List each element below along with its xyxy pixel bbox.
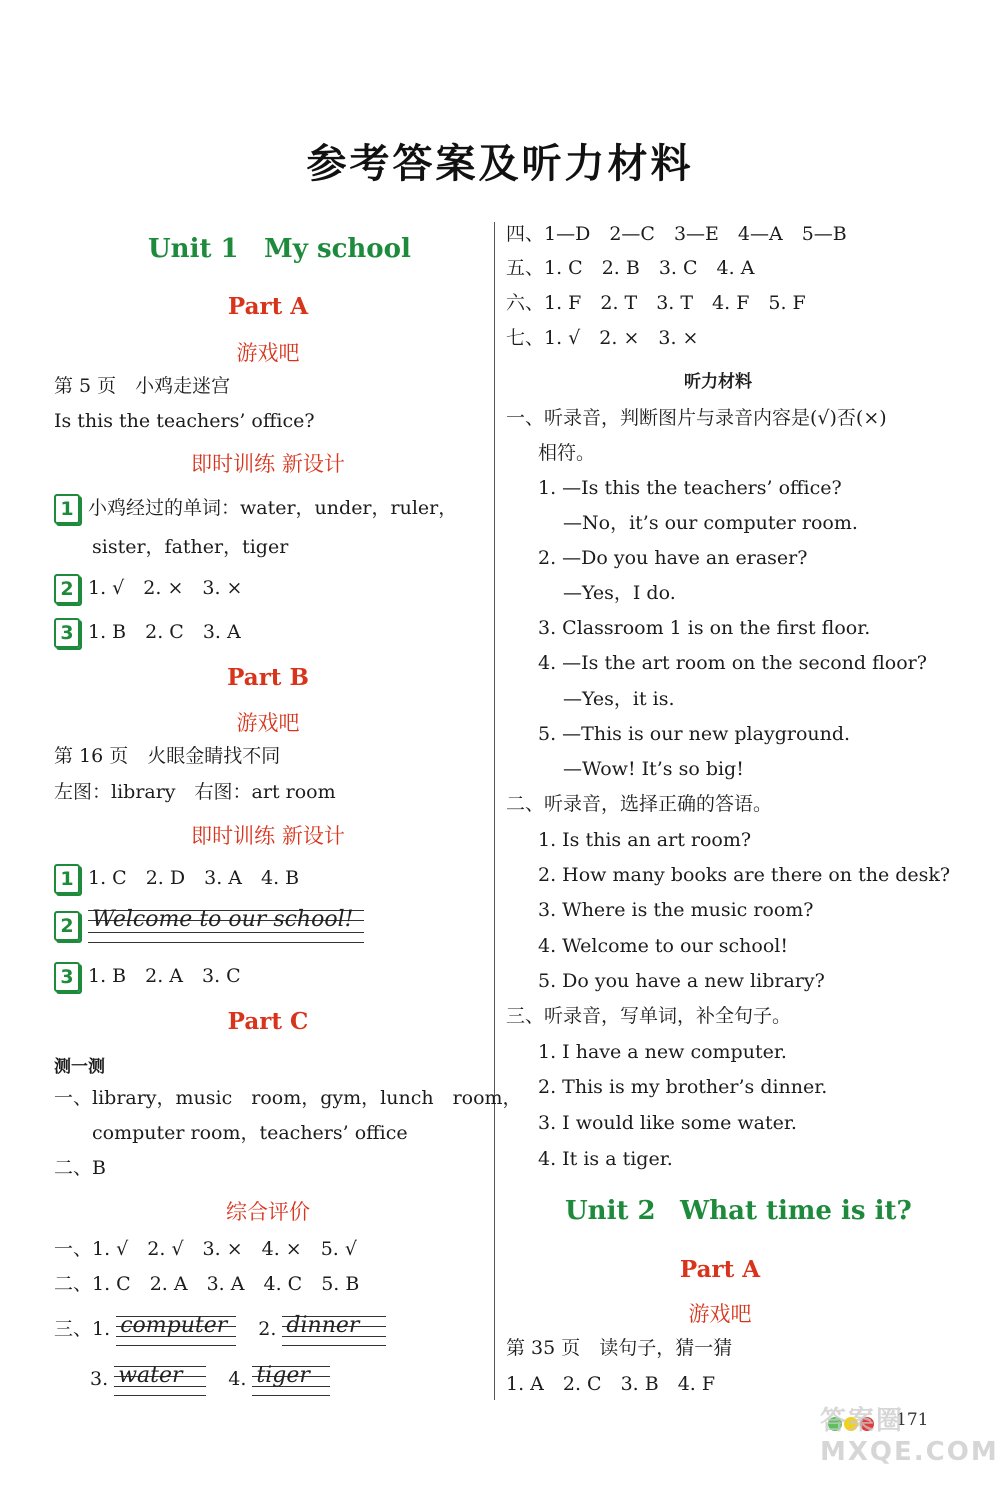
evaluation-heading: 综合评价 [226,1200,310,1224]
answer-text: 1. B 2. C 3. A [88,621,241,643]
listening-heading: 听力材料 [684,372,752,392]
answer-row [54,494,457,524]
page-title: 参考答案及听力材料 [306,141,694,187]
number-badge: 3 [54,962,80,992]
handwriting-row [90,1364,330,1396]
text-line: 3. Classroom 1 is on the first floor. [538,617,871,639]
text-line: —No，it’s our computer room. [563,512,858,534]
text-line: 二、1. C 2. A 3. A 4. C 5. B [54,1273,360,1295]
number-badge: 2 [54,574,80,604]
text-line: 3. Where is the music room? [538,899,814,921]
text-line: 一、library，music room，gym，lunch room， [54,1087,522,1109]
unit2-number: Unit 2 [565,1196,656,1226]
handwriting-box [114,1364,206,1396]
item-label: 2. [258,1318,277,1340]
text-line: 5. —This is our new playground. [538,723,851,745]
text-line: 1. I have a new computer. [538,1041,787,1063]
text-line: —Yes，it is. [563,688,675,710]
unit2-name: What time is it? [680,1196,912,1226]
text-line: 第 16 页 火眼金睛找不同 [54,745,281,767]
text-line: 4. Welcome to our school! [538,935,788,957]
handwritten-answer: computer [120,1313,228,1338]
handwriting-box [88,908,364,944]
part-c-heading: Part C [227,1008,309,1035]
text-line: 五、1. C 2. B 3. C 4. A [506,257,755,279]
text-line: 左图：library 右图：art room [54,781,336,803]
answer-text: 小鸡经过的单词：water，under，ruler， [88,497,458,519]
unit1-number: Unit 1 [148,234,239,264]
handwriting-box [116,1314,236,1346]
handwritten-answer: water [118,1363,183,1388]
number-badge: 3 [54,618,80,648]
handwriting-box [282,1314,386,1346]
handwriting-box [252,1364,330,1396]
answer-text: 1. B 2. A 3. C [88,965,241,987]
text-line: 一、1. √ 2. √ 3. × 4. × 5. √ [54,1238,357,1260]
game-heading-3: 游戏吧 [688,1302,752,1326]
part-b-heading: Part B [227,664,309,691]
text-line: 2. This is my brother’s dinner. [538,1076,828,1098]
text-line: 二、听录音，选择正确的答语。 [506,793,773,815]
text-line: 2. How many books are there on the desk? [538,864,951,886]
text-line: 六、1. F 2. T 3. T 4. F 5. F [506,292,806,314]
number-badge: 1 [54,494,80,524]
text-line: 3. I would like some water. [538,1112,797,1134]
text-line: 4. —Is the art room on the second floor? [538,652,927,674]
item-label: 三、1. [54,1318,111,1340]
test-heading: 测一测 [54,1057,105,1077]
text-line: 相符。 [538,442,596,464]
answer-row [54,864,299,894]
number-badge: 1 [54,864,80,894]
part-a-heading: Part A [227,293,309,320]
number-badge: 2 [54,911,80,941]
handwritten-answer: Welcome to our school! [92,907,354,932]
text-line: —Wow! It’s so big! [563,758,744,780]
training-heading-2: 即时训练 新设计 [191,824,345,848]
answer-text: 1. C 2. D 3. A 4. B [88,867,300,889]
handwriting-row [54,1314,386,1346]
answer-text: 1. √ 2. × 3. × [88,577,243,599]
item-label: 3. [90,1368,109,1390]
unit1-name: My school [264,234,411,264]
training-heading-1: 即时训练 新设计 [191,452,345,476]
answer-row [54,618,241,648]
answer-row [54,962,241,992]
text-line: 一、听录音，判断图片与录音内容是(√)否(×) [506,407,887,429]
column-divider [494,222,495,1400]
text-line: 七、1. √ 2. × 3. × [506,327,699,349]
page-number: 171 [896,1410,929,1430]
handwritten-answer: tiger [256,1363,310,1388]
text-line: Is this the teachers’ office? [54,410,315,432]
text-line: 1. —Is this the teachers’ office? [538,477,842,499]
text-line: 5. Do you have a new library? [538,970,825,992]
text-line: 4. It is a tiger. [538,1148,673,1170]
answer-row [54,574,242,604]
text-line: sister，father，tiger [92,536,289,558]
text-line: computer room，teachers’ office [92,1122,408,1144]
text-line: 1. A 2. C 3. B 4. F [506,1373,716,1395]
text-line: —Yes，I do. [563,582,676,604]
item-label: 4. [228,1368,247,1390]
game-heading-2: 游戏吧 [236,711,300,735]
text-line: 第 5 页 小鸡走迷宫 [54,375,231,397]
text-line: 二、B [54,1157,106,1179]
part-a2-heading: Part A [679,1256,761,1283]
handwritten-answer: dinner [286,1313,360,1338]
text-line: 2. —Do you have an eraser? [538,547,808,569]
text-line: 四、1—D 2—C 3—E 4—A 5—B [506,223,847,245]
text-line: 三、听录音，写单词，补全句子。 [506,1005,792,1027]
text-line: 1. Is this an art room? [538,829,752,851]
game-heading-1: 游戏吧 [236,341,300,365]
text-line: 第 35 页 读句子，猜一猜 [506,1337,733,1359]
answer-row [54,908,364,944]
watermark-logo: 答案圈 MXQE.COM [820,1406,999,1467]
